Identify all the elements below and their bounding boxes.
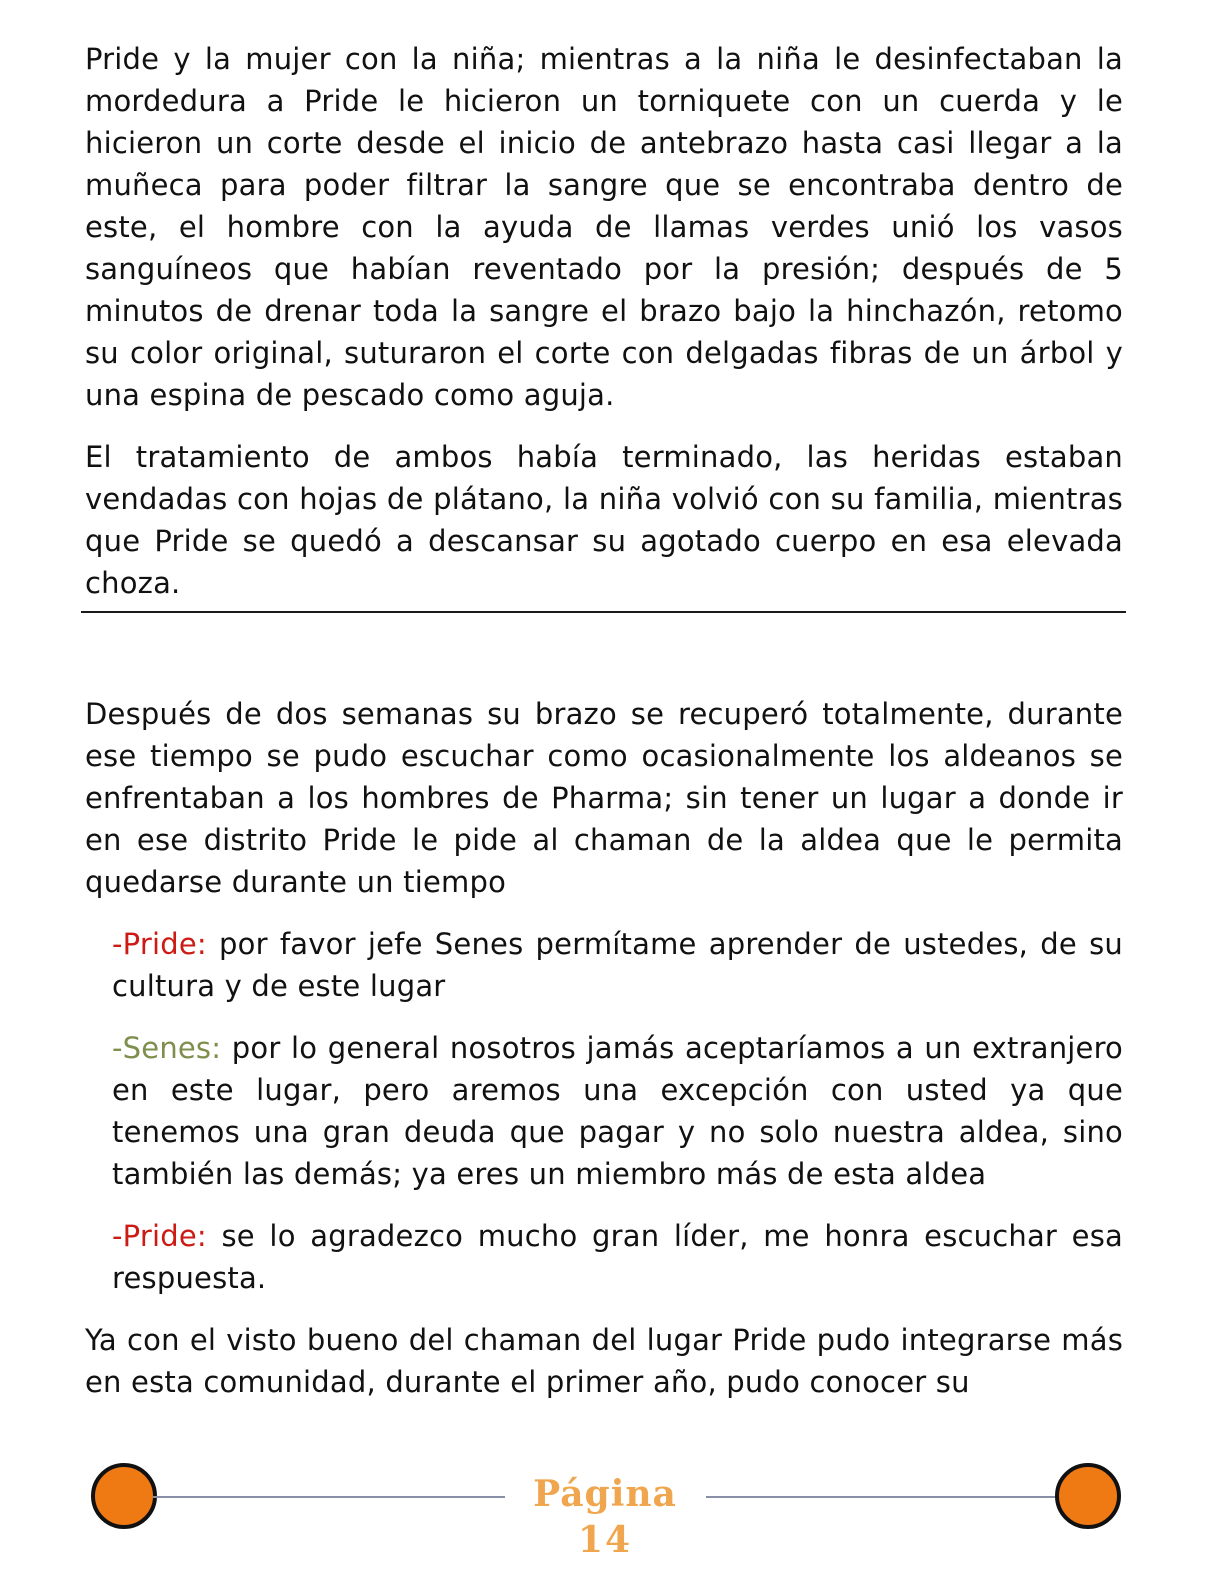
paragraph-integration: Ya con el visto bueno del chaman del lugar Pride pudo integrarse más en esta comunidad, durante el primer año, pudo conocer su bbox=[85, 1323, 1123, 1399]
section-divider bbox=[81, 611, 1126, 613]
paragraph-treatment-finished: El tratamiento de ambos había terminado, las heridas estaban vendadas con hojas de plátano, la niña volvió con su familia, mientras que Pride se quedó a descansar su agotado cuerpo en esa elevada choza. bbox=[85, 440, 1123, 600]
dialogue-line-pride-request bbox=[112, 923, 1123, 1007]
page-number: 14 bbox=[577, 1519, 633, 1561]
page-footer bbox=[0, 1460, 1224, 1584]
bottom-text-block bbox=[85, 693, 1123, 1403]
footer-circle-left-icon bbox=[91, 1463, 157, 1529]
speaker-label-pride: -Pride: bbox=[112, 927, 207, 961]
footer-rule-left bbox=[153, 1496, 505, 1498]
speaker-label-pride: -Pride: bbox=[112, 1219, 207, 1253]
dialogue-line-senes-reply bbox=[112, 1027, 1123, 1195]
footer-circle-right-icon bbox=[1055, 1463, 1121, 1529]
footer-rule-right bbox=[706, 1496, 1056, 1498]
dialogue-text: por lo general nosotros jamás aceptaríamos a un extranjero en este lugar, pero aremos una excepción con usted ya que tenemos una gran deuda que pagar y no solo nuestra aldea, sino también las demás; ya eres un miembro más de esta aldea bbox=[112, 1031, 1123, 1191]
dialogue-line-pride-thanks bbox=[112, 1215, 1123, 1299]
paragraph-treatment: Pride y la mujer con la niña; mientras a la niña le desinfectaban la mordedura a Pride le hicieron un torniquete con un cuerda y le hicieron un corte desde el inicio de antebrazo hasta casi llegar a la muñeca para poder filtrar la sangre que se encontraba dentro de este, el hombre con la ayuda de llamas verdes unió los vasos sanguíneos que habían reventado por la presión; después de 5 minutos de drenar toda la sangre el brazo bajo la hinchazón, retomo su color original, suturaron el corte con delgadas fibras de un árbol y una espina de pescado como aguja. bbox=[85, 42, 1123, 412]
paragraph-recovery: Después de dos semanas su brazo se recuperó totalmente, durante ese tiempo se pudo escuchar como ocasionalmente los aldeanos se enfrentaban a los hombres de Pharma; sin tener un lugar a donde ir en ese distrito Pride le pide al chaman de la aldea que le permita quedarse durante un tiempo bbox=[85, 697, 1123, 899]
dialogue-text: por favor jefe Senes permítame aprender de ustedes, de su cultura y de este lugar bbox=[112, 927, 1123, 1003]
page-label: Página bbox=[533, 1473, 677, 1515]
top-text-block bbox=[85, 38, 1123, 604]
dialogue-text: se lo agradezco mucho gran líder, me honra escuchar esa respuesta. bbox=[112, 1219, 1123, 1295]
speaker-label-senes: -Senes: bbox=[112, 1031, 222, 1065]
